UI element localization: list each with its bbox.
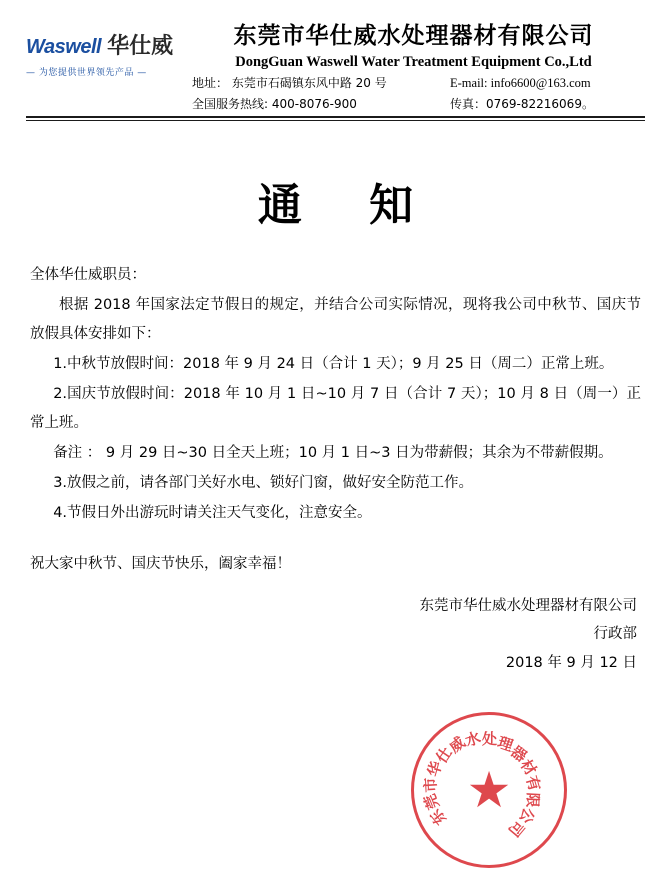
paragraph-midautumn: 1.中秋节放假时间：2018 年 9 月 24 日（合计 1 天）；9 月 25 日（周二）正常上班。 — [53, 355, 614, 372]
paragraph-travel: 4.节假日外出游玩时请关注天气变化，注意安全。 — [53, 504, 372, 521]
signature-block — [26, 592, 645, 677]
paragraph-safety: 3.放假之前，请各部门关好水电、锁好门窗，做好安全防范工作。 — [53, 474, 474, 491]
company-hotline: 全国服务热线: 400-8076-900 — [192, 96, 357, 111]
paragraph-note: 备注 ： 9 月 29 日~30 日全天上班；10 月 1 日~3 日为带薪假；其余为不带薪假期。 — [53, 445, 613, 462]
paragraph-intro: 根据 2018 年国家法定节假日的规定，并结合公司实际情况，现将我公司中秋节、国庆节放假具体安排如下： — [30, 296, 641, 343]
company-email: E-mail: info6600@163.com — [450, 76, 591, 91]
letterhead — [26, 0, 645, 125]
page-title: 通 知 — [257, 179, 440, 231]
document-body — [26, 261, 645, 580]
logo-wordmark-en: Waswell — [26, 36, 102, 58]
seal-ring-text: 东 莞 市 华 仕 威 水 处 理 器 材 有 限 公 司 — [420, 728, 544, 841]
seal-star-icon: ★ — [466, 762, 512, 818]
signature-department: 行政部 — [593, 626, 637, 643]
signature-company: 东莞市华仕威水处理器材有限公司 — [419, 597, 637, 614]
logo-wordmark-cn: 华仕威 — [107, 34, 174, 59]
header-divider-thick — [26, 116, 645, 118]
closing-greeting: 祝大家中秋节、国庆节快乐，阖家幸福！ — [30, 556, 291, 573]
company-name-cn: 东莞市华仕威水处理器材有限公司 — [233, 23, 594, 49]
company-seal-stamp — [411, 712, 567, 868]
salutation: 全体华仕威职员： — [30, 266, 146, 283]
company-fax: 传真：0769-82216069。 — [450, 96, 594, 111]
company-name-en: DongGuan Waswell Water Treatment Equipment Co.,Ltd — [235, 53, 592, 70]
contact-row-1 — [182, 74, 645, 93]
company-address: 地址： 东莞市石碣镇东风中路 20 号 — [192, 76, 387, 91]
paragraph-nationalday: 2.国庆节放假时间：2018 年 10 月 1 日~10 月 7 日（合计 7 天）；10 月 8 日（周一）正常上班。 — [30, 385, 641, 432]
logo-tagline: — 为您提供世界领先产品 — — [26, 68, 147, 78]
contact-row-2 — [182, 95, 645, 113]
signature-date: 2018 年 9 月 12 日 — [505, 654, 637, 671]
header-divider-thin — [26, 120, 645, 121]
company-logo — [26, 22, 178, 78]
